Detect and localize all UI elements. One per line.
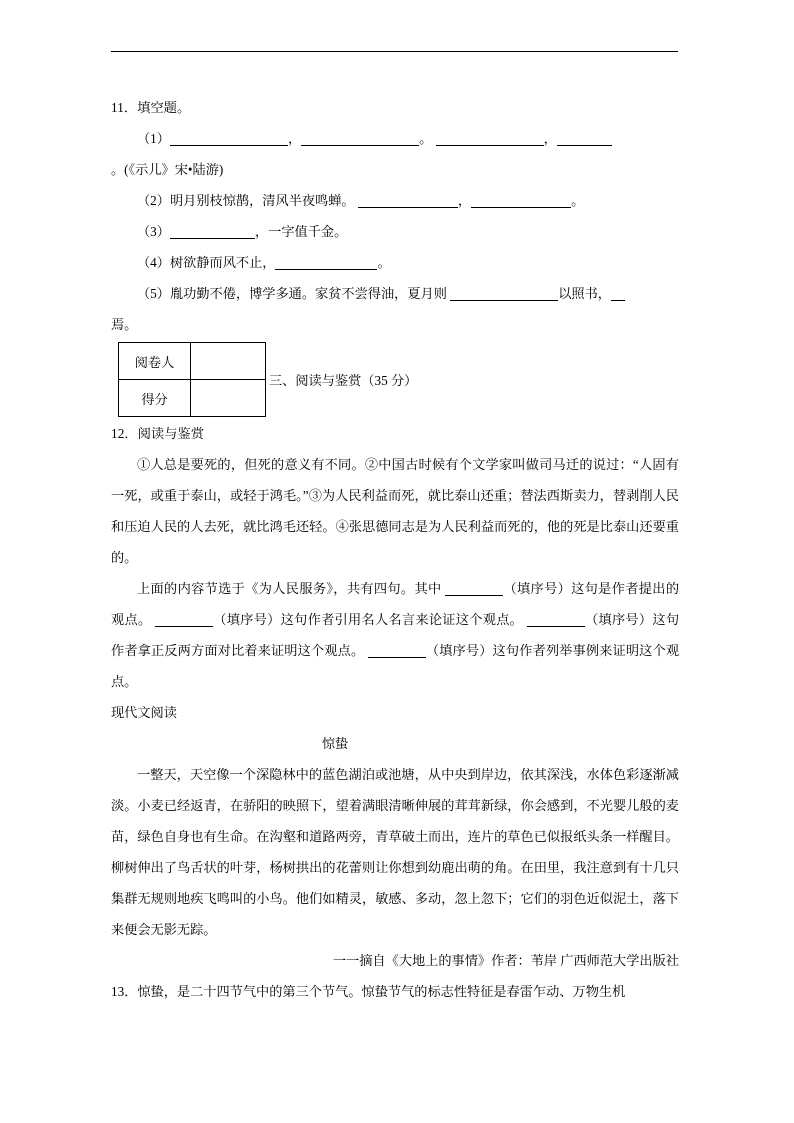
- question-12-title: 阅读与鉴赏: [137, 426, 205, 441]
- answer-blank[interactable]: [471, 194, 571, 208]
- grader-value[interactable]: [191, 343, 266, 380]
- reading-question-part4: （填序号）这句作者拿正反两方面对比着来证明这个观点。: [111, 612, 680, 658]
- question-11-number: 11．: [111, 100, 138, 115]
- fill-item-5-text: 胤功勤不倦，博学多通。家贫不尝得油，夏月则: [169, 286, 447, 301]
- essay-body: 一整天，天空像一个深隐林中的蓝色湖泊或池塘，从中央到岸边，依其深浅，水体色彩逐渐减淡。小麦已经返青，在骄阳的映照下，望着满眼清晰伸展的茸茸新绿，你会感到，不光婴儿般的麦苗，绿色自身也有生命。在沟壑和道路两旁，青草破土而出，连片的草色已似报纸头条一样醒目。柳树伸出了鸟舌状的叶芽，杨树拱出的花蕾则让你想到幼鹿出萌的角。在田里，我注意到有十几只集群无规则地疾飞鸣叫的小鸟。他们如精灵，敏感、多动，忽上忽下；它们的羽色近似泥土，落下来便会无影无踪。: [111, 767, 679, 937]
- modern-reading-label: 现代文阅读: [111, 705, 177, 720]
- fill-item-1: （1） ， 。 ，: [111, 123, 679, 154]
- fill-item-5-tail: 焉。: [111, 317, 138, 332]
- reading-question-part1: 上面的内容节选于《为人民服务》，共有四句。其中: [137, 581, 442, 596]
- reading-question: [111, 573, 679, 697]
- answer-blank[interactable]: [358, 194, 458, 208]
- question-13-number: 13．: [111, 984, 138, 999]
- reading-question-part2: （填序号）这句是作者提出的观点。: [111, 581, 680, 627]
- fill-item-5-marker: （5）: [137, 286, 170, 301]
- reading-question-part5: （填序号）这句作者列举事例来证明这个观点。: [111, 643, 680, 689]
- section-heading: 三、阅读与鉴赏（35 分）: [269, 373, 418, 388]
- fill-item-4-tail: 。: [377, 255, 391, 270]
- header-divider-rule: [111, 51, 678, 52]
- fill-item-1-marker: （1）: [137, 131, 170, 146]
- fill-item-3: [111, 216, 679, 247]
- answer-blank[interactable]: [611, 287, 625, 301]
- fill-item-4: [111, 247, 679, 278]
- fill-item-4-text: 树欲静而风不止，: [169, 255, 276, 270]
- fill-item-5-middle: 以照书，: [558, 286, 611, 301]
- score-value[interactable]: [191, 380, 266, 417]
- score-table-region: [111, 342, 679, 418]
- table-row: [119, 380, 266, 417]
- fill-item-1-citation: 。(《示儿》宋•陆游): [111, 162, 224, 177]
- answer-blank[interactable]: [445, 582, 503, 596]
- answer-blank[interactable]: [527, 613, 585, 627]
- answer-blank[interactable]: [557, 132, 612, 146]
- essay-attribution: 一一摘自《大地上的事情》作者：苇岸 广西师范大学出版社: [332, 953, 679, 968]
- reading-passage: ①人总是要死的，但死的意义有不同。②中国古时候有个文学家叫做司马迁的说过：“人固有一死，或重于泰山，或轻于鸿毛。”③为人民利益而死，就比泰山还重；替法西斯卖力，替剥削人民和压迫人民的人去死，就比鸿毛还轻。④张思德同志是为人民利益而死的，他的死是比泰山还要重的。: [111, 457, 679, 565]
- fill-item-3-marker: （3）: [137, 224, 170, 239]
- answer-blank[interactable]: [170, 225, 255, 239]
- score-table: [118, 342, 266, 417]
- grader-label: 阅卷人: [119, 343, 191, 380]
- answer-blank[interactable]: [170, 132, 288, 146]
- fill-item-2-marker: （2）: [137, 193, 170, 208]
- question-13: [111, 976, 679, 1007]
- answer-blank[interactable]: [368, 644, 426, 658]
- question-12-number: 12．: [111, 426, 138, 441]
- reading-question-part3: （填序号）这句作者引用名人名言来论证这个观点。: [213, 612, 524, 627]
- fill-item-2: （2）明月别枝惊鹊，清风半夜鸣蝉。 ， 。: [137, 193, 585, 208]
- answer-blank[interactable]: [436, 132, 544, 146]
- fill-item-5: [111, 278, 679, 309]
- score-label: 得分: [119, 380, 191, 417]
- answer-blank[interactable]: [275, 256, 377, 270]
- table-row: [119, 343, 266, 380]
- question-11-heading: [111, 92, 679, 123]
- question-13-text: 惊蛰，是二十四节气中的第三个节气。惊蛰节气的标志性特征是春雷乍动、万物生机: [137, 984, 626, 999]
- fill-item-3-tail: ，一字值千金。: [254, 224, 348, 239]
- answer-blank[interactable]: [155, 613, 213, 627]
- fill-item-2-text: 明月别枝惊鹊，清风半夜鸣蝉。: [169, 193, 355, 208]
- question-12-heading: [111, 418, 679, 449]
- answer-blank[interactable]: [301, 132, 419, 146]
- fill-item-2-tail: 。: [571, 193, 585, 208]
- essay-title: 惊蛰: [321, 736, 349, 751]
- answer-blank[interactable]: [450, 287, 558, 301]
- question-11-title: 填空题。: [137, 100, 191, 115]
- page-content: [111, 92, 679, 1007]
- fill-item-4-marker: （4）: [137, 255, 170, 270]
